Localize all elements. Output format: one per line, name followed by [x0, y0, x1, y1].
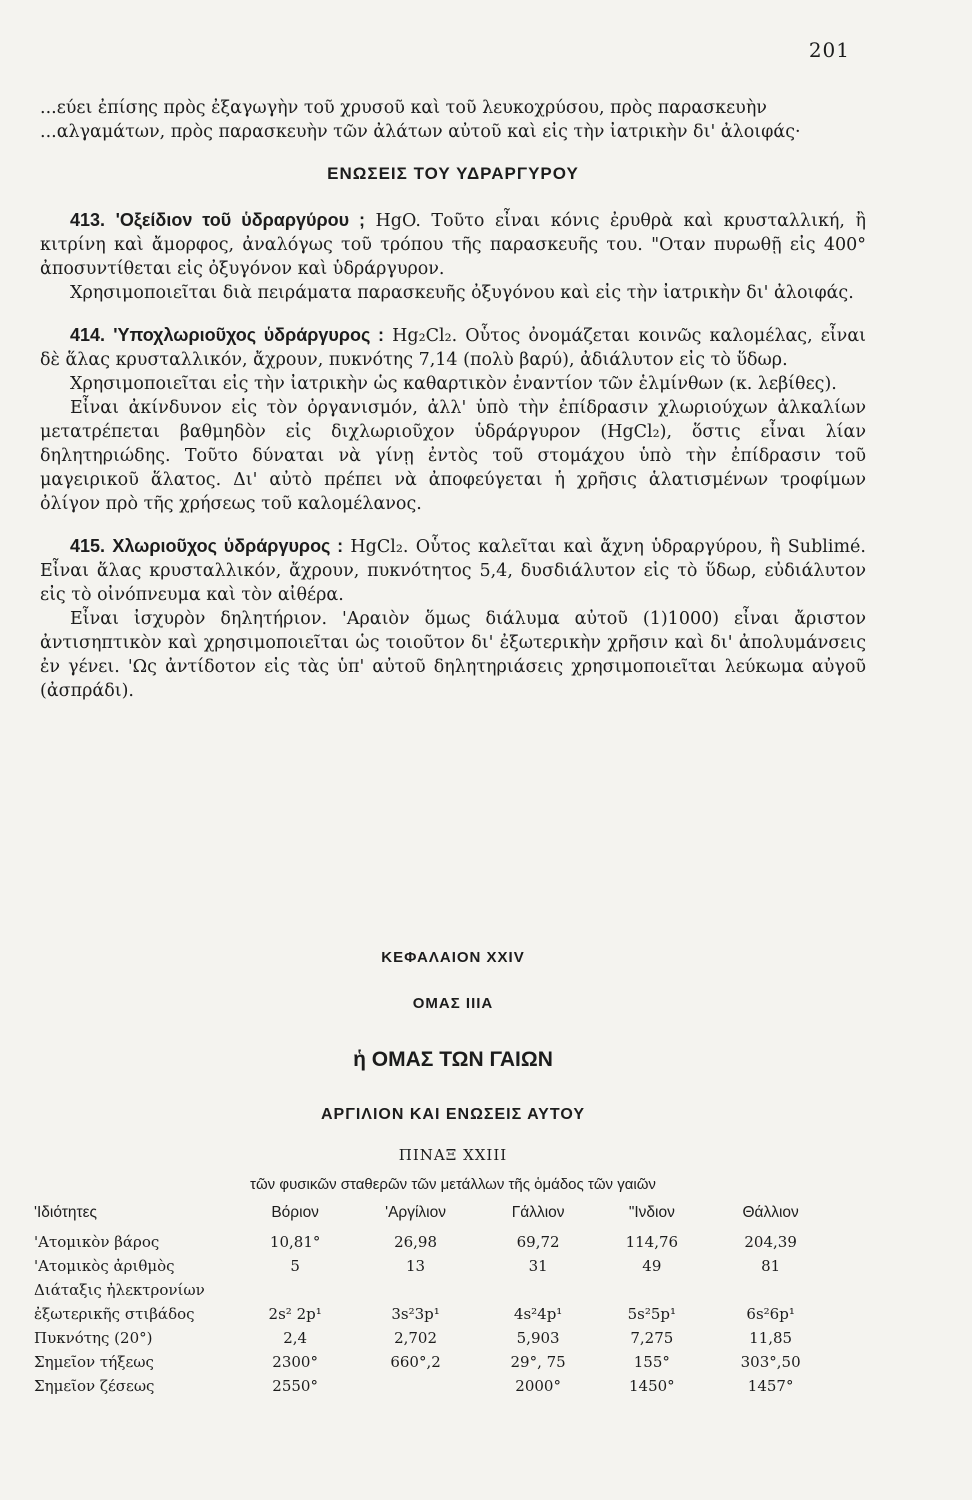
table-cell [239, 1278, 351, 1302]
table-cell [480, 1278, 597, 1302]
header-cell: Γάλλιον [511, 1204, 565, 1221]
row-label: 'Ατομικὸς ἀριθμὸς [34, 1257, 175, 1275]
group-title: ΟΜΑΣ IIIA [412, 995, 494, 1012]
table-cell: 29°, 75 [510, 1353, 566, 1371]
header-cell: Βόριον [271, 1204, 319, 1221]
article-paragraph: Χρησιμοποιεῖται διὰ πειράματα παρασκευῆς ὀξυγόνου καὶ εἰς τὴν ἰατρικὴν δι' ἀλοιφάς. [70, 283, 854, 303]
table-cell: 69,72 [516, 1233, 560, 1251]
article-415 [40, 534, 866, 703]
table-row [34, 1326, 834, 1350]
article-414-body-para [40, 323, 866, 372]
table-cell: 660°,2 [390, 1353, 441, 1371]
group-name: ἡ ΟΜΑΣ ΤΩΝ ΓΑΙΩΝ [353, 1048, 553, 1071]
header-cell: "Ινδιον [628, 1204, 675, 1221]
page-number: 201 [808, 38, 850, 62]
table-cell: 11,85 [749, 1329, 793, 1347]
table-row [34, 1230, 834, 1254]
article-number: 415. [70, 536, 106, 556]
article-formula: HgO. [375, 211, 421, 231]
table-cell: 13 [406, 1257, 426, 1275]
table-cell: 155° [633, 1353, 670, 1371]
table-cell: 2300° [272, 1353, 318, 1371]
table-cell: 303°,50 [740, 1353, 801, 1371]
header-cell: 'Ιδιότητες [34, 1204, 97, 1221]
header-cell: Θάλλιον [742, 1204, 799, 1221]
row-label: Σημεῖον τήξεως [34, 1353, 154, 1371]
article-number: 413. [70, 210, 106, 230]
table-row [34, 1374, 834, 1398]
article-formula: HgCl₂. [350, 537, 409, 557]
table-cell: 49 [642, 1257, 662, 1275]
table-cell [351, 1278, 480, 1302]
table-cell: 31 [528, 1257, 548, 1275]
table-cell: 3s²3p¹ [391, 1305, 440, 1323]
table-label: ΠΙΝΑΞ XXIII [398, 1146, 508, 1164]
section-heading: ΕΝΩΣΕΙΣ ΤΟΥ ΥΔΡΑΡΓΥΡΟΥ [327, 164, 579, 183]
table-cell: 4s²4p¹ [513, 1305, 563, 1323]
row-label: 'Ατομικὸν βάρος [34, 1233, 160, 1251]
article-paragraph: Εἶναι ἀκίνδυνον εἰς τὸν ὀργανισμόν, ἀλλ' ὑπὸ τὴν ἐπίδρασιν χλωριούχων ἀλκαλίων μετατρέπεται βαθμηδὸν εἰς διχλωριοῦχον ὑδράργυρον (HgCl₂), ὅστις εἶναι λίαν δηλητηριώδης. Τοῦτο δύναται νὰ γίνῃ ἐντὸς τοῦ στομάχου ὑπὸ τὴν ἐπίδρασιν τοῦ μαγειρικοῦ ἅλατος. Δι' αὐτὸ πρέπει νὰ ἀποφεύγεται ἡ χρῆσις ἁλατισμένων τροφίμων ὀλίγον πρὸ τῆς χρήσεως τοῦ καλομέλανος. [40, 398, 866, 514]
table-cell: 1457° [747, 1377, 794, 1395]
intro-line-1: ...εύει ἐπίσης πρὸς ἐξαγωγὴν τοῦ χρυσοῦ καὶ τοῦ λευκοχρύσου, πρὸς παρασκευὴν [40, 98, 767, 118]
article-body: Τοῦτο εἶναι κόνις ἐρυθρὰ καὶ κρυσταλλική, ἢ κιτρίνη καὶ ἄμορφος, ἀναλόγως τοῦ τρόπου τῆς παρασκευῆς του. "Οταν πυρωθῇ εἰς 400° ἀποσυντίθεται εἰς ὀξυγόνον καὶ ὑδράργυρον. [40, 211, 866, 279]
table-cell: 2000° [515, 1377, 561, 1395]
table-cell: 2,4 [283, 1329, 308, 1347]
article-title: 'Οξείδιον τοῦ ὑδραργύρου ; [115, 210, 366, 230]
table-cell: 5s²5p¹ [627, 1305, 677, 1323]
table-cell: 2s² 2p¹ [268, 1305, 322, 1323]
table-cell: 10,81° [269, 1233, 321, 1251]
row-label: Σημεῖον ζέσεως [34, 1377, 155, 1395]
row-label: ἐξωτερικῆς στιβάδος [34, 1305, 195, 1323]
chapter-header [40, 938, 866, 1200]
table-cell: 7,275 [630, 1329, 674, 1347]
table-row [34, 1278, 834, 1302]
chapter-title: ΚΕΦΑΛΑΙΟΝ XXIV [381, 949, 525, 966]
article-body: Οὗτος καλεῖται καὶ ἄχνη ὑδραργύρου, ἢ Sublimé. Εἶναι ἅλας κρυσταλλικόν, ἄχρουν, πυκνότητος 5,4, δυσδιάλυτον εἰς τὸ ὕδωρ, εὐδιάλυτον εἰς τὸ οἰνόπνευμα καὶ τὸν αἰθέρα. [40, 537, 866, 605]
table-cell: 5,903 [516, 1329, 560, 1347]
article-title: Χλωριοῦχος ὑδράργυρος : [112, 536, 344, 556]
table-cell: 5 [290, 1257, 300, 1275]
table-cell [351, 1374, 480, 1398]
table-cell: 204,39 [744, 1233, 797, 1251]
main-text [40, 96, 866, 703]
article-number: 414. [70, 325, 106, 345]
table-caption: τῶν φυσικῶν σταθερῶν τῶν μετάλλων τῆς ὁμάδος τῶν γαιῶν [250, 1176, 656, 1193]
table-cell: 2,702 [394, 1329, 438, 1347]
table-row [34, 1302, 834, 1326]
table-row [34, 1350, 834, 1374]
row-label: Πυκνότης (20°) [34, 1329, 153, 1347]
article-paragraph: Χρησιμοποιεῖται εἰς τὴν ἰατρικὴν ὡς καθαρτικὸν ἐναντίον τῶν ἑλμίνθων (κ. λεβίθες). [70, 374, 837, 394]
row-label: Διάταξις ἠλεκτρονίων [34, 1281, 205, 1299]
table-header-row [34, 1202, 834, 1230]
table-cell [596, 1278, 707, 1302]
article-414 [40, 323, 866, 516]
table-cell: 114,76 [625, 1233, 679, 1251]
table-cell [707, 1278, 834, 1302]
table-cell: 81 [761, 1257, 781, 1275]
article-formula: Hg₂Cl₂. [392, 326, 458, 346]
table-cell: 6s²6p¹ [746, 1305, 795, 1323]
intro-line-2: ...αλγαμάτων, πρὸς παρασκευὴν τῶν ἀλάτων αὐτοῦ καὶ εἰς τὴν ἰατρικὴν δι' ἀλοιφάς· [40, 122, 801, 142]
table-cell: 26,98 [394, 1233, 438, 1251]
table-cell: 1450° [629, 1377, 675, 1395]
article-title: 'Υποχλωριοῦχος ὑδράργυρος : [113, 325, 384, 345]
chapter-subtitle: ΑΡΓΙΛΙΟΝ ΚΑΙ ΕΝΩΣΕΙΣ ΑΥΤΟΥ [320, 1106, 585, 1123]
article-415-body-para [40, 534, 866, 607]
header-cell: 'Αργίλιον [385, 1204, 446, 1221]
properties-table [34, 1202, 834, 1398]
article-paragraph: Εἶναι ἰσχυρὸν δηλητήριον. 'Αραιὸν ὅμως διάλυμα αὐτοῦ (1)1000) εἶναι ἄριστον ἀντισηπτικὸν καὶ χρησιμοποιεῖται ὡς τοιοῦτον δι' ἐξωτερικὴν χρῆσιν καὶ δι' ἀπολυμάνσεις ἐν γένει. 'Ως ἀντίδοτον εἰς τὰς ὑπ' αὐτοῦ δηλητηριάσεις χρησιμοποιεῖται λεύκωμα αὐγοῦ (ἀσπράδι). [40, 609, 866, 701]
article-413 [40, 208, 866, 305]
article-body: Οὗτος ὀνομάζεται κοινῶς καλομέλας, εἶναι δὲ ἅλας κρυσταλλικόν, ἄχρουν, πυκνότης 7,14 (πολὺ βαρύ), ἀδιάλυτον εἰς τὸ ὕδωρ. [40, 326, 866, 370]
article-413-body-para [40, 208, 866, 281]
table-cell: 2550° [272, 1377, 318, 1395]
table-row [34, 1254, 834, 1278]
